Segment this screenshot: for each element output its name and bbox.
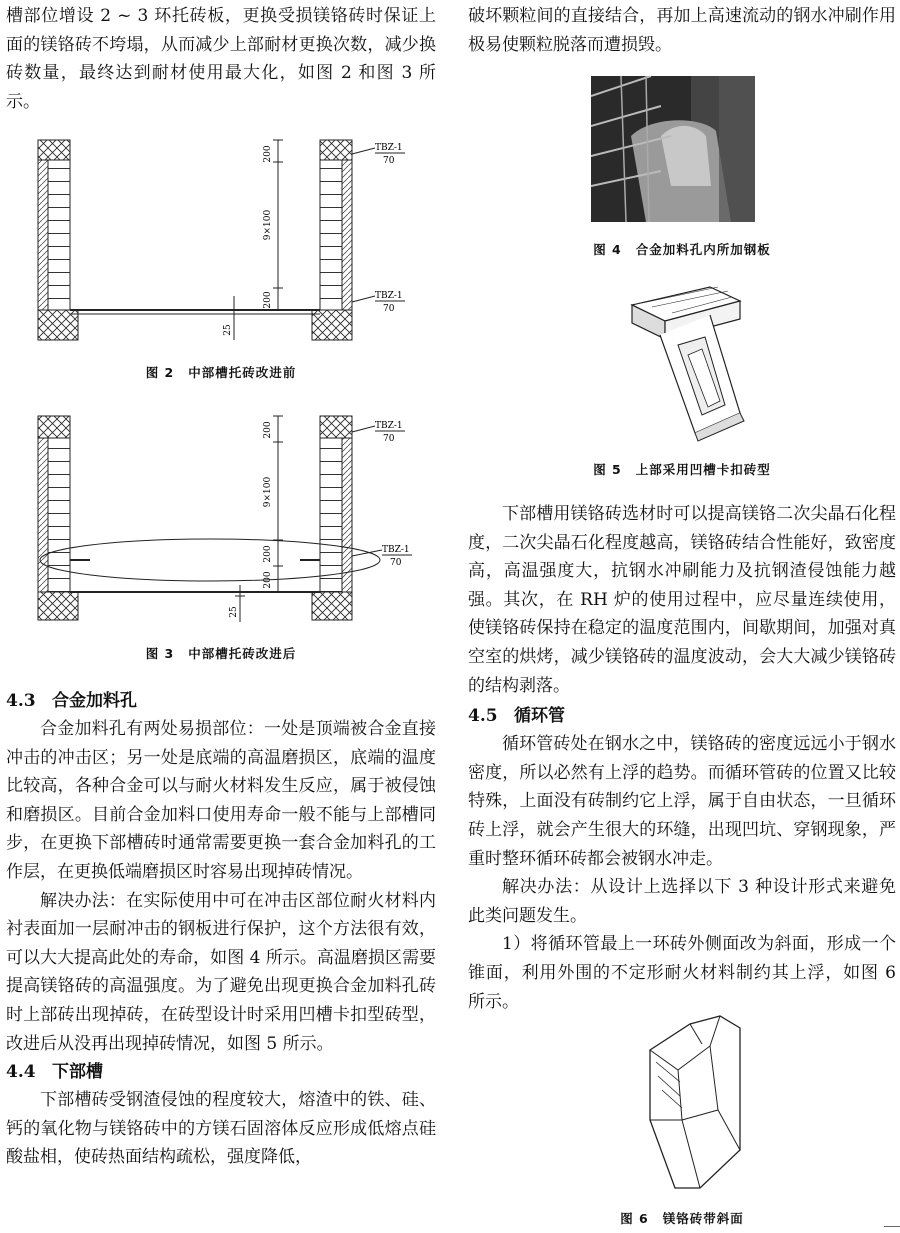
dim-label-9x100: 9×100 [263, 209, 273, 241]
section-4-4-paragraph-1: 下部槽砖受钢渣侵蚀的程度较大，熔渣中的铁、硅、钙的氧化物与镁铬砖中的方镁石固溶体反应形成低熔点硅酸盐相，使砖热面结构疏松，强度降低， [6, 1090, 436, 1168]
svg-text:200: 200 [263, 421, 273, 439]
left-wall-insulation [38, 160, 48, 310]
svg-text:25: 25 [229, 606, 239, 618]
figure-2-drawing [30, 130, 430, 345]
svg-text:70: 70 [383, 434, 395, 444]
continued-paragraph: 破坏颗粒间的直接结合，再加上高速流动的钢水冲刷作用极易使颗粒脱落而遭损毁。 [468, 6, 896, 55]
figure-4-caption: 图 4 合金加料孔内所加钢板 [593, 242, 771, 257]
figure-2-caption: 图 2 中部槽托砖改进前 [145, 365, 297, 380]
right-wall-bricks [320, 160, 342, 310]
left-column [6, 0, 436, 116]
dim-label-25: 25 [223, 324, 233, 336]
figure-6-caption: 图 6 镁铬砖带斜面 [620, 1211, 744, 1226]
right-column-lower [468, 500, 896, 1016]
section-4-4-heading: 4.4 下部槽 [6, 1062, 103, 1083]
dim-label-200-bottom: 200 [263, 291, 273, 309]
svg-text:70: 70 [383, 304, 395, 314]
section-4-5-heading: 4.5 循环管 [468, 706, 565, 727]
intro-paragraph: 槽部位增设 2 ~ 3 环托砖板，更换受损镁铬砖时保证上面的镁铬砖不垮塌，从而减少上部耐材更换次数，减少换砖数量，最终达到耐材使用最大化，如图 2 和图 3 所示。 [6, 6, 436, 112]
figure-3-drawing [30, 410, 430, 625]
svg-text:200: 200 [263, 571, 273, 589]
section-4-3-paragraph-1: 合金加料孔有两处易损部位：一处是顶端被合金直接冲击的冲击区；另一处是底端的高温磨损区，底端的温度比较高，各种合金可以与耐火材料发生反应，属于被侵蚀和磨损区。目前合金加料口使用寿命一般不能与上部槽同步，在更换下部槽砖时通常需要更换一套合金加料孔的工作层，在更换低端磨损区时容易出现掉砖情况。 [6, 719, 436, 882]
svg-text:9×100: 9×100 [263, 476, 273, 508]
left-wall-cap [38, 140, 70, 160]
figure-5-caption: 图 5 上部采用凹槽卡扣砖型 [593, 462, 771, 477]
figure-5-drawing [620, 285, 770, 445]
svg-text:70: 70 [383, 156, 395, 166]
left-column-lower [6, 685, 436, 1172]
figure-3-caption: 图 3 中部槽托砖改进后 [145, 646, 297, 661]
section-4-4-paragraph-2: 下部槽用镁铬砖选材时可以提高镁铬二次尖晶石化程度，二次尖晶石化程度越高，镁铬砖结合性能好，致密度高，高温强度大，抗钢水冲刷能力及抗钢渣侵蚀能力越强。其次，在 RH 炉的使用过程中，应尽量连续使用，使镁铬砖保持在稳定的温度范围内，间歇期间，加强对真空室的烘烤，减少镁铬砖的温度波动，会大大减少镁铬砖的结构剥落。 [468, 504, 896, 696]
crop-mark [884, 1226, 900, 1227]
svg-text:TBZ-1: TBZ-1 [375, 421, 403, 431]
section-4-5-paragraph-3: 1）将循环管最上一环砖外侧面改为斜面，形成一个锥面，利用外围的不定形耐火材料制约其上浮，如图 6 所示。 [468, 934, 896, 1012]
tbz-label-bottom: TBZ-1 [375, 291, 403, 301]
tbz-label-top: TBZ-1 [375, 143, 403, 153]
svg-text:TBZ-1: TBZ-1 [382, 545, 410, 555]
right-column-top [468, 2, 896, 59]
dim-label-200-top: 200 [263, 145, 273, 163]
svg-text:70: 70 [390, 558, 402, 568]
section-4-5-paragraph-2: 解决办法：从设计上选择以下 3 种设计形式来避免此类问题发生。 [468, 877, 896, 926]
right-wall-insulation [342, 160, 352, 310]
figure-6-drawing [630, 1010, 790, 1195]
right-wall-cap [320, 140, 352, 160]
figure-4-photo [591, 76, 755, 222]
section-4-3-paragraph-2: 解决办法：在实际使用中可在冲击区部位耐火材料内衬表面加一层耐冲击的钢板进行保护，这个方法很有效，可以大大提高此处的寿命，如图 4 所示。高温磨损区需要提高镁铬砖的高温强度。为了避免出现更换合金加料孔砖时上部砖出现掉砖，在砖型设计时采用凹槽卡扣型砖型，改进后从没再出现掉砖情况，如图 5 所示。 [6, 890, 436, 1054]
left-wall-bricks [48, 160, 70, 310]
section-4-5-paragraph-1: 循环管砖处在钢水之中，镁铬砖的密度远远小于钢水密度，所以必然有上浮的趋势。而循环管砖的位置又比较特殊，上面没有砖制约它上浮，属于自由状态，一旦循环砖上浮，就会产生很大的环缝，出现凹坑、穿钢现象，严重时整环循环砖都会被钢水冲走。 [468, 734, 896, 869]
svg-text:200: 200 [263, 545, 273, 563]
section-4-3-heading: 4.3 合金加料孔 [6, 691, 137, 711]
